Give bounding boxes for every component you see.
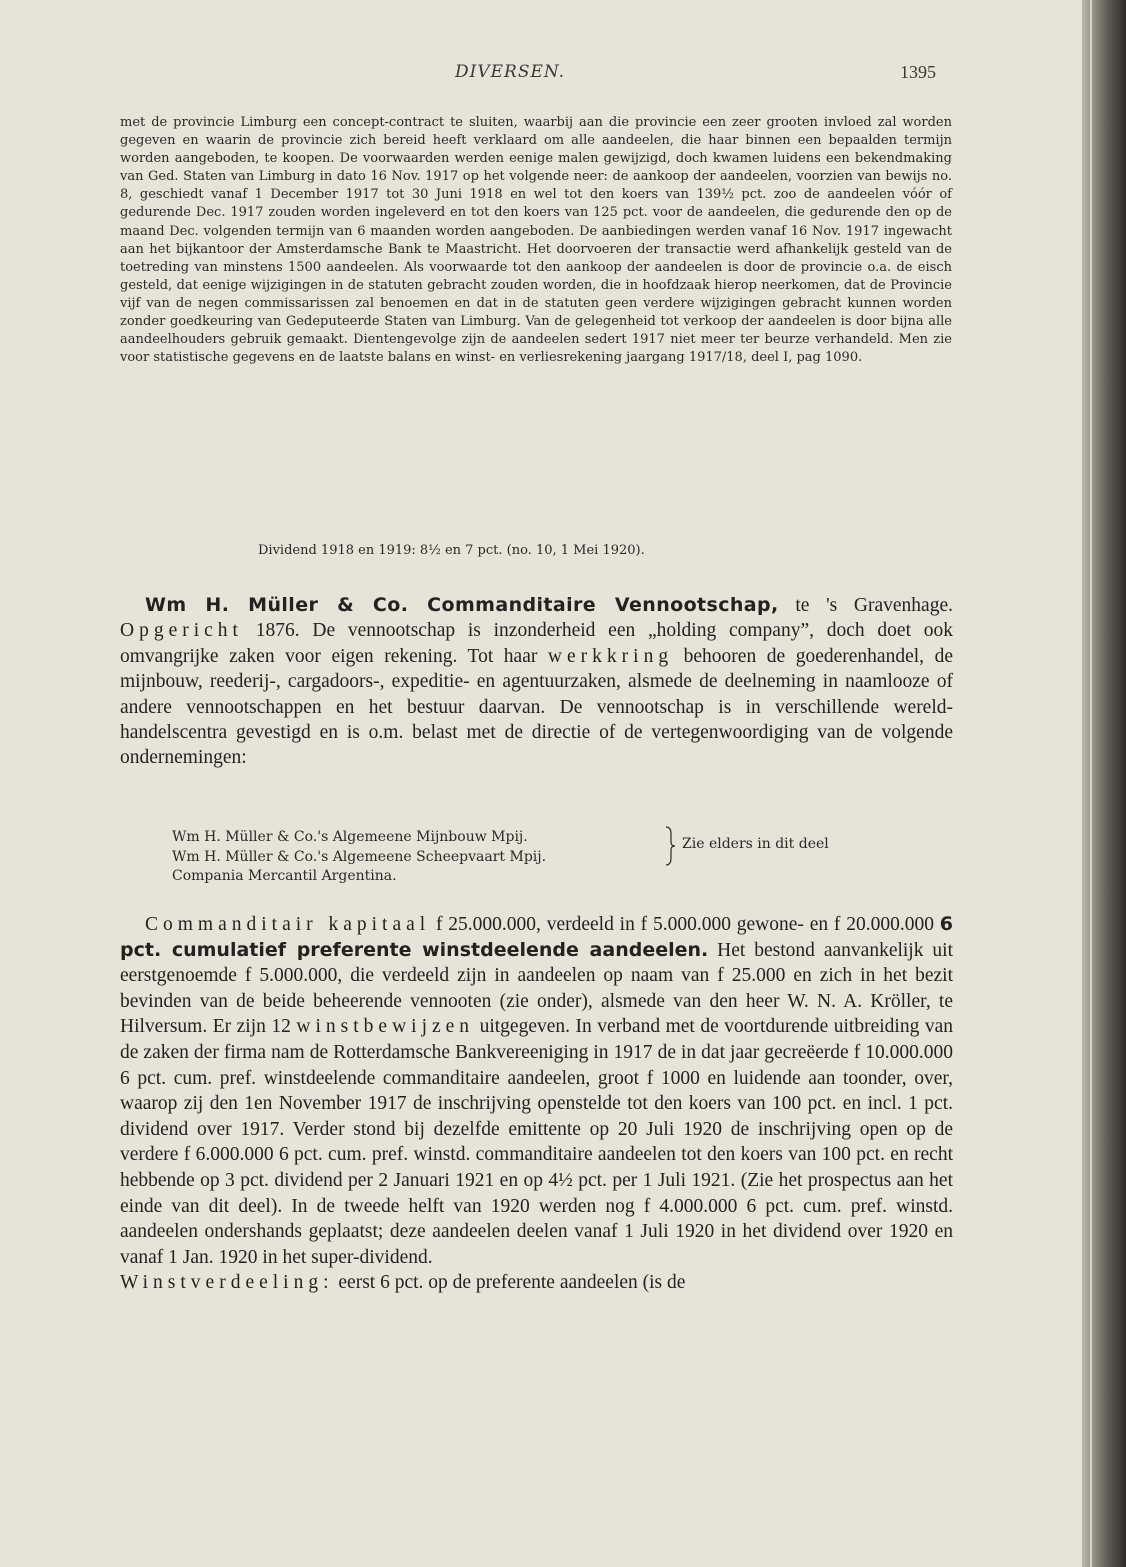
- page-header: [0, 62, 1082, 92]
- capital-paragraph: [120, 912, 953, 1296]
- entry-intro-a: te 's Gravenhage.: [778, 595, 953, 616]
- entry-intro-c: behooren de goederenhandel, de mijnbouw, reederij-, cargadoors-, expeditie- en agentuurzaken, alsmede de deelneming in naamlooze of andere vennootschappen en het bestuur daarvan. De vennootschap is in verschillende wereld-handelscentra gevestigd en is o.m. belast met de directie of de vertegenwoordiging van de volgende ondernemingen:: [120, 645, 953, 769]
- werkkring-label: werkkring: [547, 645, 674, 667]
- company-item: Wm H. Müller & Co.'s Algemeene Scheepvaart Mpij.: [172, 848, 547, 865]
- winstbewijzen-label: winstbewijzen: [296, 1016, 475, 1038]
- capital-text-b: Het bestond aanvankelijk uit eerstgenoemde f 5.000.000, die verdeeld zijn in aandeelen op naam van f 25.000 en zich in het bezit bevinden van de beide beheerende vennooten (zie onder), alsmede van den heer W. N. A. Kröller, te Hilversum. Er zijn 12: [120, 939, 953, 1038]
- page-number: 1395: [900, 62, 936, 82]
- entry-intro-b: 1876. De vennootschap is inzonderheid een „holding company”, doch doet ook omvangrijke zaken voor eigen rekening. Tot haar: [120, 620, 953, 667]
- dividend-line: Dividend 1918 en 1919: 8½ en 7 pct. (no. 10, 1 Mei 1920).: [258, 543, 645, 558]
- companies-note-text: Zie elders in dit deel: [682, 836, 829, 852]
- capital-text-d: eerst 6 pct. op de preferente aandeelen (is de: [333, 1272, 686, 1294]
- continued-paragraph: met de provincie Limburg een concept-contract te sluiten, waarbij aan die provincie een zeer grooten invloed zal worden gegeven en waarin de provincie zich bereid heeft verklaard om alle aandeelen, die haar binnen een bepaalden termijn worden aangeboden, te koopen. De voorwaarden werden eenige malen gewijzigd, doch kwamen luidens een bekendmaking van Ged. Staten van Limburg in dato 16 Nov. 1917 op het volgende neer: de aankoop der aandeelen, voorzien van bewijs no. 8, geschiedt vanaf 1 December 1917 tot 30 Juni 1918 en wel tot den koers van 139½ pct. zoo de aandeelen vóór of gedurende Dec. 1917 zouden worden ingeleverd en tot den koers van 125 pct. voor de aandeelen, die gedurende den op de maand Dec. volgenden termijn van 6 maanden worden aangeboden. De aanbiedingen werden vanaf 16 Nov. 1917 ingewacht aan het bijkantoor der Amsterdamsche Bank te Maastricht. Het doorvoeren der transactie werd afhankelijk gesteld van de toetreding van minstens 1500 aandeelen. Als voorwaarde tot den aankoop der aandeelen is door de provincie o.a. de eisch gesteld, dat eenige wijzigingen in de statuten gebracht zouden worden, die in hoofdzaak hierop neerkomen, dat de Provincie vijf van de negen commissarissen zal benoemen en dat in de statuten geen verdere wijzigingen gebracht kunnen worden zonder goedkeuring van Gedeputeerde Staten van Limburg. Van de gelegenheid tot verkoop der aandeelen is door bijna alle aandeelhouders gebruik gemaakt. Dientengevolge zijn de aandeelen sedert 1917 niet meer ter beurze verhandeld. Men zie voor statistische gegevens en de laatste balans en winst- en verliesrekening jaargang 1917/18, deel I, pag 1090.: [120, 115, 952, 366]
- brace-icon: [664, 826, 676, 866]
- capital-text-a: f 25.000.000, verdeeld in f 5.000.000 gewone- en f 20.000.000: [430, 914, 940, 935]
- capital-text-c: uitgegeven. In verband met de voortdurende uitbreiding van de zaken der firma nam de Rotterdamsche Bankvereeniging in 1917 de in dat jaar gecreëerde f 10.000.000 6 pct. cum. pref. winstdeelende commanditaire aandeelen, groot f 1000 en luidende aan toonder, over, waarop zij den 1en November 1917 de inschrijving openstelde tot den koers van 100 pct. en incl. 1 pct. dividend over 1917. Verder stond bij dezelfde emittente op 20 Juli 1920 de inschrijving open op de verdere f 6.000.000 6 pct. cum. pref. winstd. commanditaire aandeelen tot den koers van 100 pct. en recht hebbende op 3 pct. dividend per 2 Januari 1921 en op 4½ pct. per 1 Juli 1921. (Zie het prospectus aan het einde van dit deel). In de tweede helft van 1920 werden nog f 4.000.000 6 pct. cum. pref. winstd. aandeelen ondershands geplaatst; deze aandeelen deelen vanaf 1 Juli 1920 in het dividend over 1920 en vanaf 1 Jan. 1920 in het super-dividend.: [120, 1016, 954, 1268]
- company-item: Wm H. Müller & Co.'s Algemeene Mijnbouw Mpij.: [172, 829, 528, 845]
- capital-label: Commanditair kapitaal: [145, 914, 431, 935]
- running-head: DIVERSEN.: [455, 62, 566, 82]
- book-spine: [1082, 0, 1126, 1567]
- entry-paragraph: [120, 593, 953, 771]
- company-item: Compania Mercantil Argentina.: [172, 868, 397, 884]
- opgericht-label: Opgericht: [120, 620, 243, 642]
- companies-note: [682, 836, 829, 852]
- spine-edge: [1090, 0, 1092, 1567]
- capital-bold: 6 pct. cumulatief preferente winstdeelende aandeelen.: [120, 913, 953, 961]
- entry-heading: Wm H. Müller & Co. Commanditaire Vennootschap,: [145, 594, 779, 616]
- winstverdeeling-label: Winstverdeeling:: [120, 1272, 334, 1294]
